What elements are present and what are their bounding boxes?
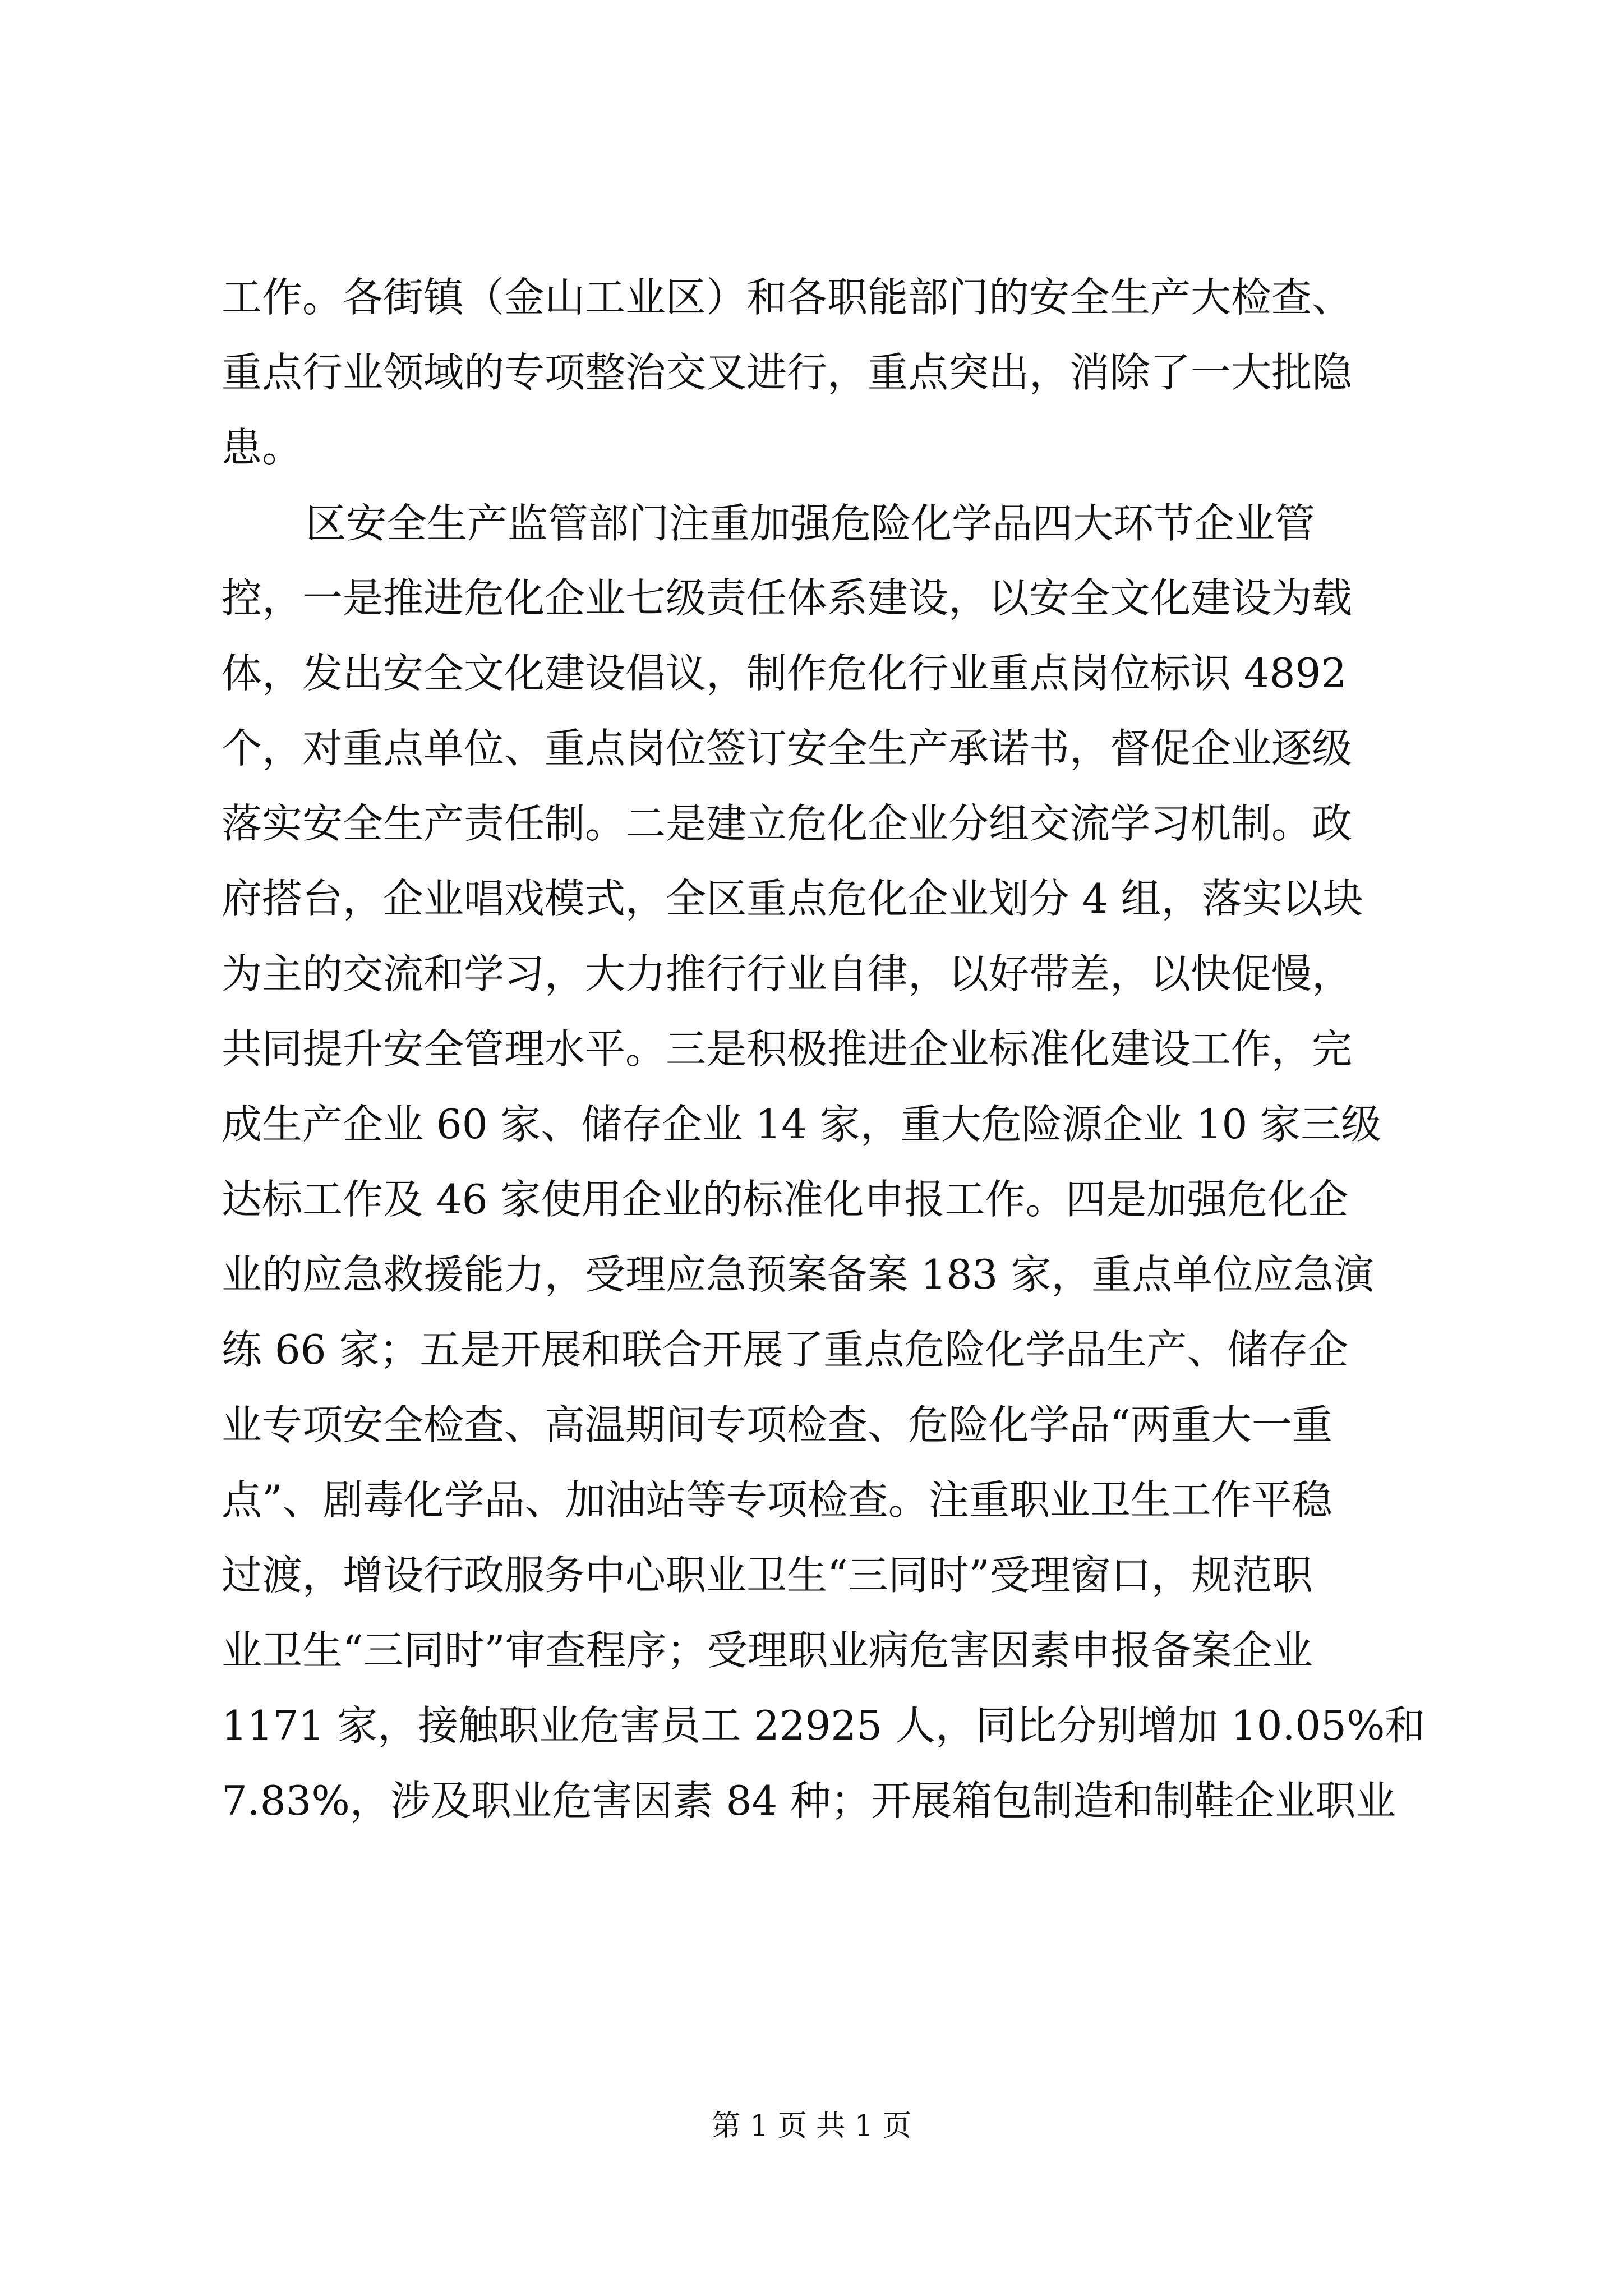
text-line: 控，一是推进危化企业七级责任体系建设，以安全文化建设为载 bbox=[222, 574, 1353, 622]
paragraph-2-line-7 bbox=[0, 946, 1623, 1002]
paragraph-2-line-5 bbox=[0, 795, 1623, 852]
paragraph-2-line-15 bbox=[0, 1547, 1623, 1603]
paragraph-2-line-11 bbox=[0, 1246, 1623, 1303]
text-line: 成生产企业 60 家、储存企业 14 家，重大危险源企业 10 家三级 bbox=[222, 1101, 1382, 1148]
paragraph-2-line-3 bbox=[0, 645, 1623, 701]
text-line: 业卫生“三同时”审查程序；受理职业病危害因素申报备案企业 bbox=[222, 1627, 1313, 1674]
text-line: 7.83%，涉及职业危害因素 84 种；开展箱包制造和制鞋企业职业 bbox=[222, 1777, 1396, 1824]
text-line: 体，发出安全文化建设倡议，制作危化行业重点岗位标识 4892 bbox=[222, 650, 1347, 697]
text-line: 区安全生产监管部门注重加强危险化学品四大环节企业管 bbox=[306, 500, 1316, 547]
paragraph-2-line-12 bbox=[0, 1322, 1623, 1378]
text-line: 落实安全生产责任制。二是建立危化企业分组交流学习机制。政 bbox=[222, 800, 1353, 847]
text-line: 为主的交流和学习，大力推行行业自律，以好带差，以快促慢， bbox=[222, 950, 1353, 997]
paragraph-2-line-19 bbox=[0, 1848, 1623, 1904]
paragraph-1-line-2 bbox=[0, 344, 1623, 401]
paragraph-2-line-4 bbox=[0, 720, 1623, 776]
paragraph-2-line-14 bbox=[0, 1472, 1623, 1528]
text-line: 达标工作及 46 家使用企业的标准化申报工作。四是加强危化企 bbox=[222, 1176, 1349, 1223]
paragraph-2-line-6 bbox=[0, 871, 1623, 927]
text-line: 重点行业领域的专项整治交叉进行，重点突出，消除了一大批隐 bbox=[222, 349, 1353, 396]
text-line: 个，对重点单位、重点岗位签订安全生产承诺书，督促企业逐级 bbox=[222, 725, 1353, 772]
paragraph-2-line-9 bbox=[0, 1096, 1623, 1152]
text-line: 业专项安全检查、高温期间专项检查、危险化学品“两重大一重 bbox=[222, 1401, 1332, 1448]
paragraph-2-line-16 bbox=[0, 1622, 1623, 1678]
paragraph-2-line-10 bbox=[0, 1171, 1623, 1227]
paragraph-2-line-13 bbox=[0, 1397, 1623, 1453]
paragraph-2-line-2 bbox=[0, 570, 1623, 626]
text-line: 过渡，增设行政服务中心职业卫生“三同时”受理窗口，规范职 bbox=[222, 1552, 1313, 1599]
paragraph-2-line-1 bbox=[0, 495, 1623, 551]
text-line: 共同提升安全管理水平。三是积极推进企业标准化建设工作，完 bbox=[222, 1025, 1353, 1073]
page-footer: 第 1 页 共 1 页 bbox=[711, 2109, 912, 2143]
paragraph-2-line-18 bbox=[0, 1773, 1623, 1829]
text-line: 工作。各街镇（金山工业区）和各职能部门的安全生产大检查、 bbox=[222, 274, 1353, 321]
paragraph-2-line-17 bbox=[0, 1697, 1623, 1754]
text-line: 业的应急救援能力，受理应急预案备案 183 家，重点单位应急演 bbox=[222, 1251, 1375, 1298]
text-line: 患。 bbox=[222, 424, 303, 471]
text-line: 练 66 家；五是开展和联合开展了重点危险化学品生产、储存企 bbox=[222, 1326, 1349, 1373]
text-line: 点”、剧毒化学品、加油站等专项检查。注重职业卫生工作平稳 bbox=[222, 1476, 1332, 1524]
paragraph-1-line-3 bbox=[0, 420, 1623, 476]
paragraph-1-line-1 bbox=[0, 269, 1623, 325]
text-line: 1171 家，接触职业危害员工 22925 人，同比分别增加 10.05%和 bbox=[222, 1702, 1426, 1749]
text-line: 府搭台，企业唱戏模式，全区重点危化企业划分 4 组，落实以块 bbox=[222, 875, 1363, 922]
paragraph-2-line-8 bbox=[0, 1021, 1623, 1077]
paragraph-2-line-20 bbox=[0, 1923, 1623, 1979]
